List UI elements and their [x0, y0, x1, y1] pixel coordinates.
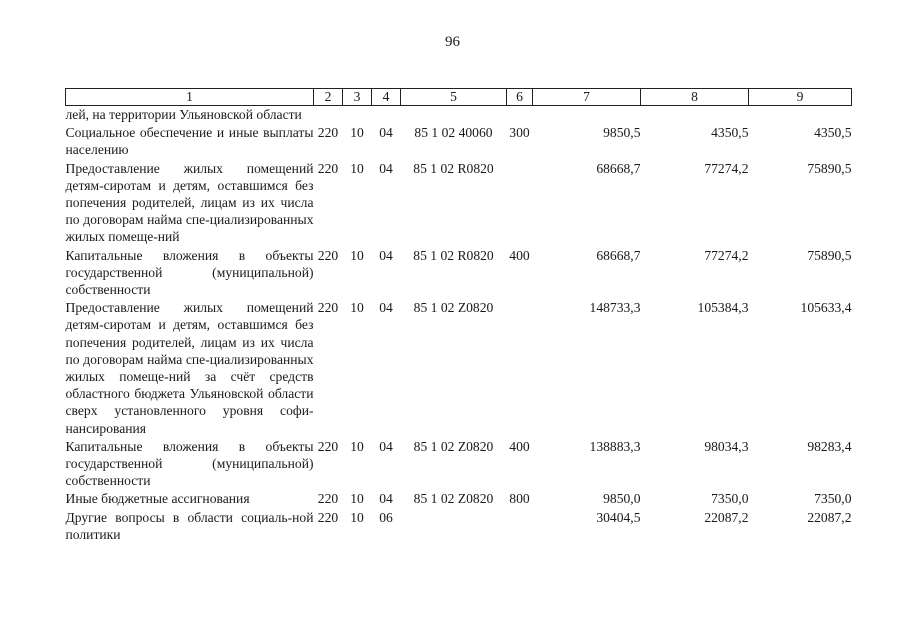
row-col-5: 85 1 02 Z0820: [413, 438, 494, 454]
row-col-9: 98283,4: [807, 438, 852, 454]
row-col-7: 68668,7: [596, 160, 641, 176]
row-col-2: 220: [317, 300, 339, 316]
row-col-3: 10: [350, 160, 364, 176]
row-col-3: 10: [350, 125, 364, 141]
row-col-3: 10: [350, 247, 364, 263]
row-col-9: 105633,4: [800, 300, 852, 316]
row-col-9: 4350,5: [814, 125, 852, 141]
row-col-2: [314, 106, 343, 124]
row-col-8: 7350,0: [711, 491, 749, 507]
table-row: [66, 298, 852, 437]
row-col-6: 800: [509, 491, 530, 507]
row-col-3: 10: [350, 438, 364, 454]
table-row: [66, 437, 852, 490]
row-col-4: 04: [379, 300, 393, 316]
row-col-2: 220: [317, 438, 339, 454]
table-row: [66, 159, 852, 246]
row-col-3: 10: [350, 300, 364, 316]
row-col-3: 10: [350, 509, 364, 525]
row-col-3: 10: [350, 491, 364, 507]
table-row: [66, 123, 852, 158]
row-col-5: [401, 106, 507, 124]
row-col-9: [749, 106, 852, 124]
row-col-7: 30404,5: [596, 509, 641, 525]
row-col-7: 9850,5: [603, 125, 641, 141]
row-col-8: 105384,3: [697, 300, 749, 316]
row-col-2: 220: [317, 160, 339, 176]
row-col-7: [533, 106, 641, 124]
row-col-5: 85 1 02 R0820: [413, 247, 494, 263]
row-col-7: 148733,3: [589, 300, 641, 316]
row-col-6: [507, 159, 533, 246]
header-col-5: 5: [401, 89, 507, 106]
row-col-6: [507, 106, 533, 124]
row-col-6: [507, 508, 533, 543]
table-row: [66, 489, 852, 507]
row-col-4: [372, 106, 401, 124]
row-col-2: 220: [317, 491, 339, 507]
row-name: Социальное обеспечение и иные выплаты населению: [65, 125, 314, 158]
row-name: Предоставление жилых помещений детям-сиротам и детям, оставшимся без попечения родителей, лицам из их числа по договорам найма спе-циализированных жилых помеще-ний: [65, 160, 314, 245]
row-col-7: 68668,7: [596, 247, 641, 263]
row-col-4: 04: [379, 438, 393, 454]
row-col-5: 85 1 02 Z0820: [413, 491, 494, 507]
row-col-4: 04: [379, 125, 393, 141]
header-col-2: 2: [314, 89, 343, 106]
row-col-6: 300: [509, 125, 530, 141]
row-col-6: 400: [509, 438, 530, 454]
header-col-6: 6: [507, 89, 533, 106]
row-col-9: 75890,5: [807, 247, 852, 263]
row-col-5: 85 1 02 40060: [414, 125, 493, 141]
row-name: лей, на территории Ульяновской области: [65, 107, 302, 122]
row-col-3: [343, 106, 372, 124]
row-col-9: 75890,5: [807, 160, 852, 176]
row-col-5: 85 1 02 Z0820: [413, 300, 494, 316]
header-col-4: 4: [372, 89, 401, 106]
header-col-9: 9: [749, 89, 852, 106]
row-col-8: [641, 106, 749, 124]
row-col-5: 85 1 02 R0820: [413, 160, 494, 176]
row-name: Иные бюджетные ассигнования: [65, 491, 250, 507]
page-number: 96: [445, 34, 460, 50]
table-row: [66, 106, 852, 124]
row-col-2: 220: [317, 509, 339, 525]
header-col-7: 7: [533, 89, 641, 106]
row-col-9: 7350,0: [814, 491, 852, 507]
row-col-8: 77274,2: [704, 247, 749, 263]
row-col-6: 400: [509, 247, 530, 263]
table-row: [66, 508, 852, 543]
row-name: Предоставление жилых помещений детям-сиротам и детям, оставшимся без попечения родителей, лицам из их числа по договорам найма спе-циализированных жилых помеще-ний за счёт средств областного бюджета Ульяновской области сверх установленного уровня софи-нансирования: [65, 300, 314, 436]
header-row: [66, 89, 852, 106]
row-col-4: 04: [379, 247, 393, 263]
row-col-4: 04: [379, 491, 393, 507]
row-col-2: 220: [317, 125, 339, 141]
header-col-1: 1: [66, 89, 314, 106]
header-col-8: 8: [641, 89, 749, 106]
row-col-4: 06: [379, 509, 393, 525]
row-name: Другие вопросы в области социаль-ной политики: [65, 509, 314, 542]
row-col-8: 77274,2: [704, 160, 749, 176]
row-col-7: 9850,0: [603, 491, 641, 507]
row-col-6: [507, 298, 533, 437]
row-col-2: 220: [317, 247, 339, 263]
row-col-8: 98034,3: [704, 438, 749, 454]
row-col-8: 4350,5: [711, 125, 749, 141]
row-col-9: 22087,2: [807, 509, 852, 525]
header-col-3: 3: [343, 89, 372, 106]
row-col-7: 138883,3: [589, 438, 641, 454]
row-col-4: 04: [379, 160, 393, 176]
row-col-5: [401, 508, 507, 543]
row-name: Капитальные вложения в объекты государственной (муниципальной) собственности: [65, 247, 314, 298]
row-name: Капитальные вложения в объекты государственной (муниципальной) собственности: [65, 438, 314, 489]
budget-table: [65, 88, 852, 543]
row-col-8: 22087,2: [704, 509, 749, 525]
table-row: [66, 246, 852, 299]
